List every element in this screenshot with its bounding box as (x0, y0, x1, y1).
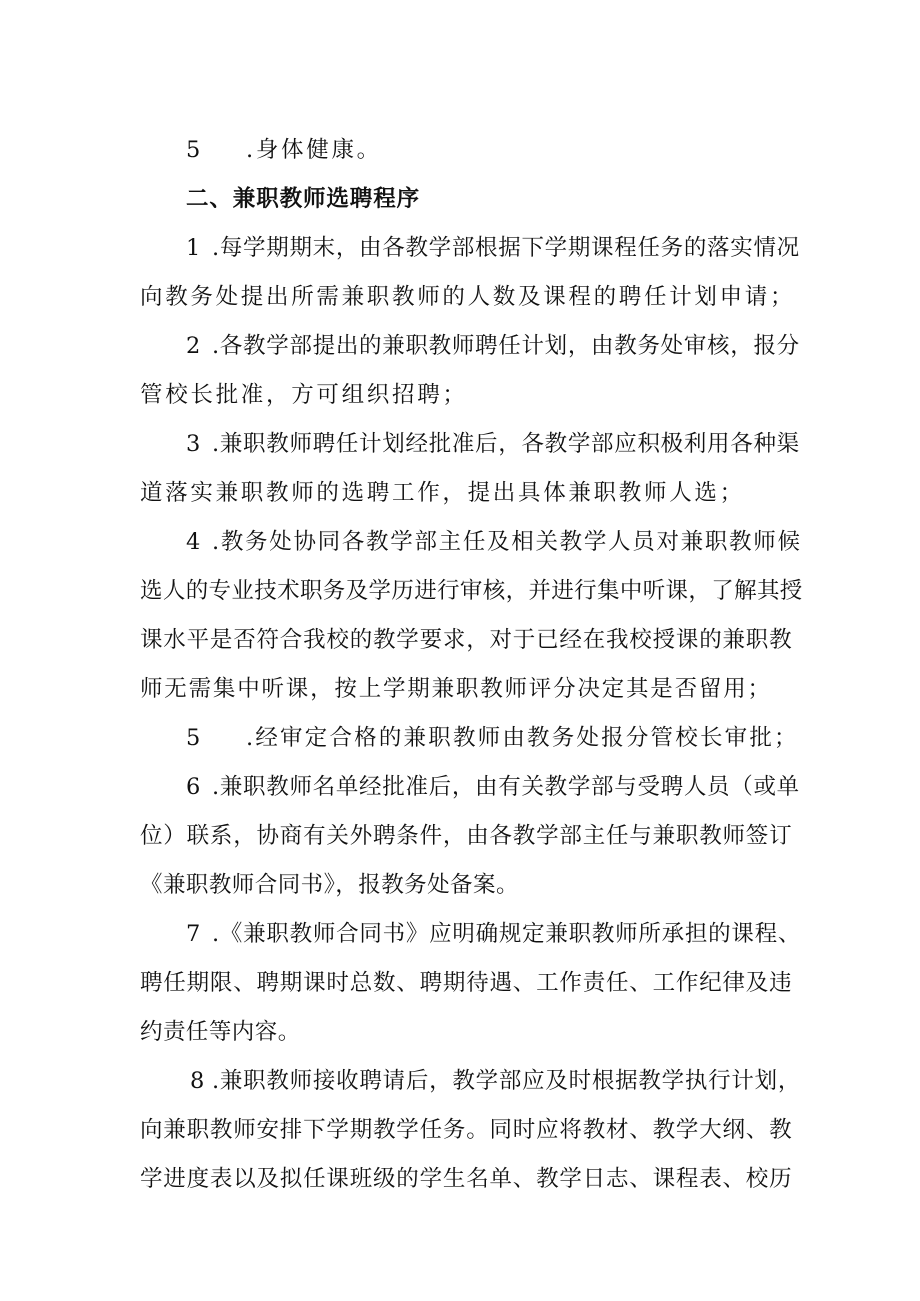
step-text: 师无需集中听课，按上学期兼职教师评分决定其是否留用； (140, 676, 772, 702)
step-text: .教务处协同各教学部主任及相关教学人员对兼职教师候 (212, 529, 802, 555)
step-number: 4 (186, 529, 204, 555)
step-text: .兼职教师聘任计划经批准后，各教学部应积极利用各种渠 (212, 431, 800, 457)
step-text: .兼职教师名单经批准后，由有关教学部与受聘人员（或单 (212, 774, 800, 800)
section-heading-text: 二、兼职教师选聘程序 (186, 186, 421, 212)
step-text: 向教务处提出所需兼职教师的人数及课程的聘任计划申请； (140, 284, 796, 310)
step-number: 1 (186, 235, 204, 261)
step-number: 3 (186, 431, 204, 457)
step-text: 道落实兼职教师的选聘工作，提出具体兼职教师人选； (140, 480, 745, 506)
step-number: 2 (186, 333, 204, 359)
step-text: 向兼职教师安排下学期教学任务。同时应将教材、教学大纲、教 (140, 1117, 793, 1143)
step-number: 6 (186, 774, 204, 800)
step-text: .兼职教师接收聘请后，教学部应及时根据教学执行计划， (212, 1068, 802, 1094)
step-text: 学进度表以及拟任课班级的学生名单、教学日志、课程表、校历 (140, 1166, 793, 1192)
step-text: 约责任等内容。 (140, 1019, 301, 1045)
step-text: 位）联系，协商有关外聘条件，由各教学部主任与兼职教师签订 (140, 823, 793, 849)
item-text: .身体健康。 (246, 137, 382, 163)
step-text: 聘任期限、聘期课时总数、聘期待遇、工作责任、工作纪律及违 (140, 970, 793, 996)
step-text: .每学期期末，由各教学部根据下学期课程任务的落实情况 (212, 235, 800, 261)
step-text: .各教学部提出的兼职教师聘任计划，由教务处审核，报分 (212, 333, 800, 359)
step-text: 选人的专业技术职务及学历进行审核，并进行集中听课，了解其授 (140, 578, 803, 604)
step-number: 7 (186, 921, 204, 947)
step-text: .经审定合格的兼职教师由教务处报分管校长审批； (246, 725, 799, 751)
step-text: 管校长批准，方可组织招聘； (140, 382, 468, 408)
step-text: .《兼职教师合同书》应明确规定兼职教师所承担的课程、 (212, 921, 802, 947)
step-text: 课水平是否符合我校的教学要求，对于已经在我校授课的兼职教 (140, 627, 793, 653)
step-number: 8 (190, 1068, 208, 1094)
step-text: 《兼职教师合同书》，报教务处备案。 (140, 872, 519, 898)
item-number: 5 (186, 137, 204, 163)
step-number: 5 (186, 725, 204, 751)
